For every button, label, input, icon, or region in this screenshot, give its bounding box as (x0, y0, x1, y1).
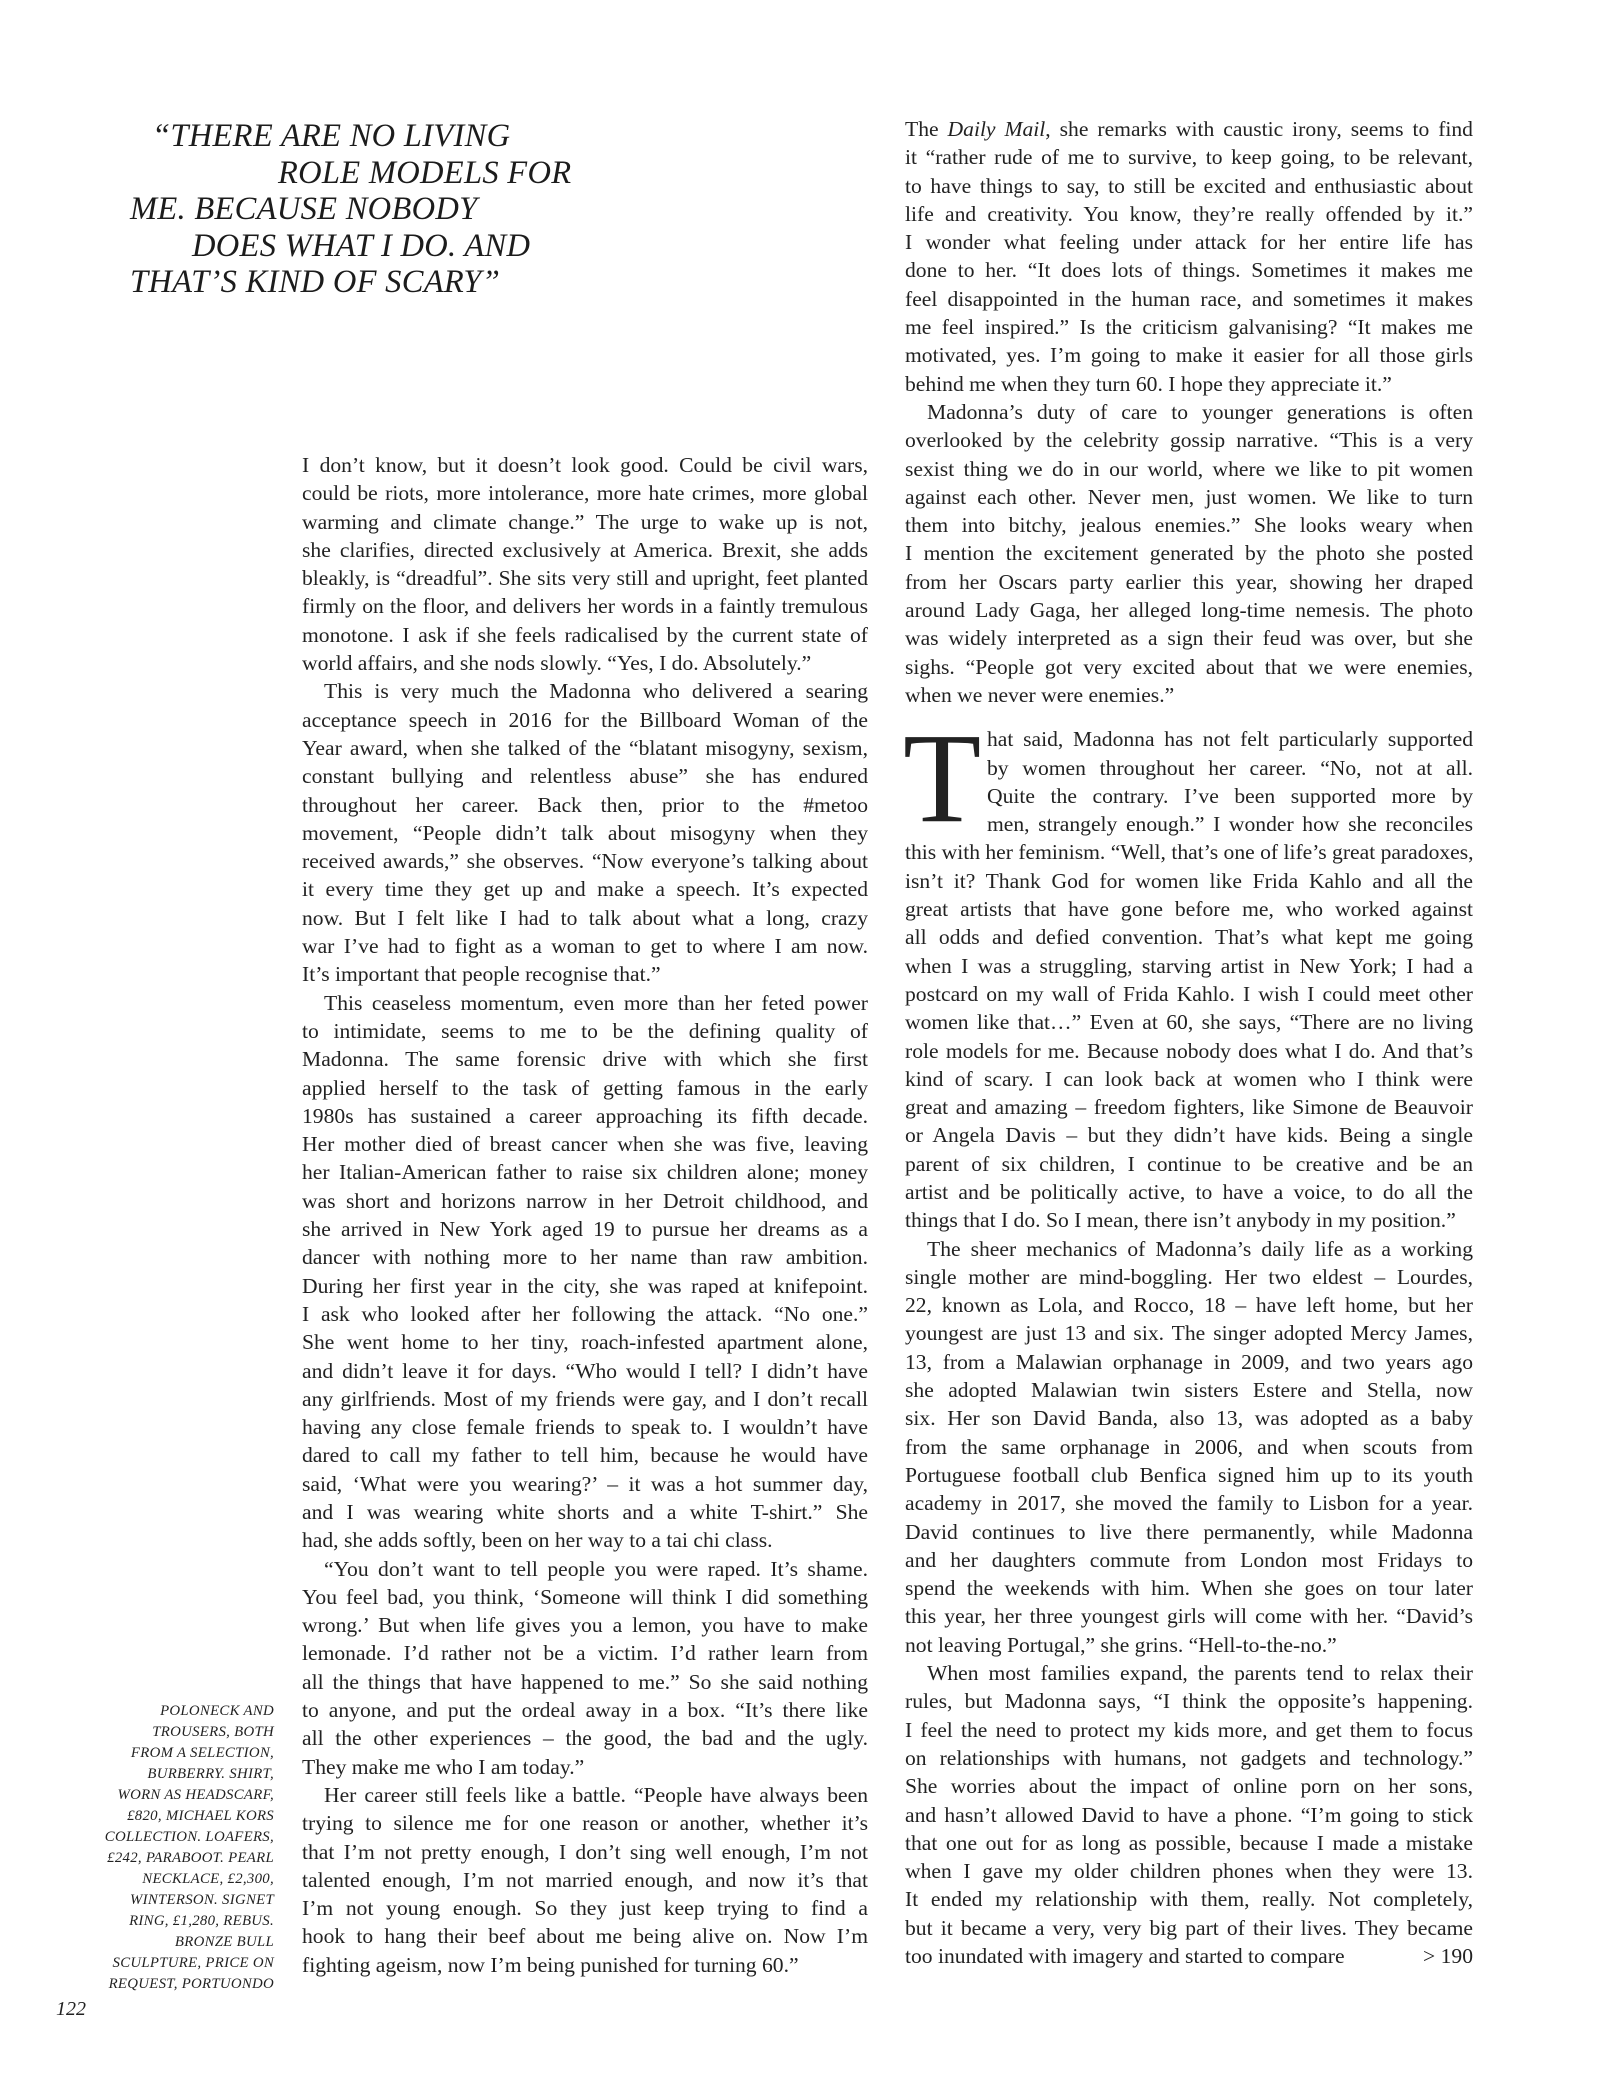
article-line: and her daughters commute from London most Fridays to (905, 1547, 1473, 1572)
article-line: She worries about the impact of online porn on her sons, (905, 1774, 1473, 1799)
article-line: sighs. “People got very excited about that we were enemies, (905, 654, 1473, 679)
article-line: it “rather rude of me to survive, to keep going, to be relevant, (905, 145, 1473, 170)
article-line: During her first year in the city, she was raped at knifepoint. (302, 1273, 868, 1298)
credit-line: RING, £1,280, REBUS. (129, 1913, 274, 1929)
article-line: done to her. “It does lots of things. Sometimes it makes me (905, 258, 1473, 283)
article-line: from the same orphanage in 2006, and when scouts from (905, 1434, 1473, 1459)
article-line (905, 115, 1473, 143)
article-line: wrong.’ But when life gives you a lemon, you have to make (302, 1613, 868, 1638)
article-line: Portuguese football club Benfica signed him up to its youth (905, 1462, 1473, 1487)
article-line: rules, but Madonna says, “I think the opposite’s happening. (905, 1689, 1473, 1714)
article-line: six. Her son David Banda, also 13, was adopted as a baby (905, 1406, 1473, 1431)
article-line: Her career still feels like a battle. “People have always been (324, 1782, 868, 1807)
credit-line: SCULPTURE, PRICE ON (112, 1955, 274, 1971)
article-line: 13, from a Malawian orphanage in 2009, and two years ago (905, 1349, 1473, 1374)
article-line: Quite the contrary. I’ve been supported more by (987, 783, 1473, 808)
article-line: Her mother died of breast cancer when she was five, leaving (302, 1132, 868, 1157)
article-line: and didn’t leave it for days. “Who would I tell? I didn’t have (302, 1358, 868, 1383)
pull-quote-line: ROLE MODELS FOR (278, 154, 572, 191)
article-line: kind of scary. I can look back at women who I think were (905, 1066, 1473, 1091)
text-run: The (905, 117, 948, 141)
article-line: having any close female friends to speak to. I wouldn’t have (302, 1415, 868, 1440)
article-line: fighting ageism, now I’m being punished for turning 60.” (302, 1952, 799, 1977)
article-line: she adopted Malawian twin sisters Estere and Stella, now (905, 1378, 1473, 1403)
article-line: hat said, Madonna has not felt particularly supported (987, 727, 1473, 752)
article-line: her Italian-American father to raise six children alone; money (302, 1160, 868, 1185)
article-line: I feel the need to protect my kids more, and get them to focus (905, 1717, 1473, 1742)
article-line: had, she adds softly, been on her way to a tai chi class. (302, 1528, 773, 1553)
article-line: role models for me. Because nobody does what I do. And that’s (905, 1038, 1473, 1063)
article-column-right (905, 115, 1473, 1970)
credit-line: NECKLACE, £2,300, (142, 1871, 274, 1887)
article-line: any girlfriends. Most of my friends were gay, and I don’t recall (302, 1386, 868, 1411)
article-line: men, strangely enough.” I wonder how she reconciles (987, 812, 1473, 837)
publication-name: Daily Mail (947, 117, 1046, 141)
article-line: bleakly, is “dreadful”. She sits very still and upright, feet planted (302, 566, 868, 591)
credit-line: WINTERSON. SIGNET (129, 1892, 274, 1908)
article-line: all the other experiences – the good, the bad and the ugly. (302, 1726, 868, 1751)
article-line: “You don’t want to tell people you were raped. It’s shame. (324, 1556, 868, 1581)
article-line: parent of six children, I continue to be creative and be an (905, 1151, 1473, 1176)
article-line: but it became a very, very big part of their lives. They became (905, 1915, 1473, 1940)
article-line: things that I do. So I mean, there isn’t anybody in my position.” (905, 1208, 1456, 1233)
text-run: too inundated with imagery and started to compare (905, 1944, 1345, 1968)
page-number: 122 (56, 1998, 86, 2020)
pull-quote (130, 118, 650, 301)
article-line: when I gave my older children phones when they were 13. (905, 1859, 1473, 1884)
article-line: talented enough, I’m not married enough, and now it’s that (302, 1867, 868, 1892)
article-line: firmly on the floor, and delivers her words in a faintly tremulous (302, 594, 868, 619)
article-line: 1980s has sustained a career approaching its fifth decade. (302, 1103, 868, 1128)
article-line: isn’t it? Thank God for women like Frida Kahlo and all the (905, 868, 1473, 893)
article-section (905, 838, 1473, 1942)
article-line: postcard on my wall of Frida Kahlo. I wish I could meet other (905, 981, 1473, 1006)
article-line: from her Oscars party earlier this year, showing her draped (905, 569, 1473, 594)
pull-quote-line: THAT’S KIND OF SCARY” (130, 264, 501, 300)
article-line: women like that…” Even at 60, she says, “There are no living (905, 1010, 1473, 1035)
article-line: warming and climate change.” The urge to wake up is not, (302, 509, 868, 534)
article-line: to have things to say, to still be excited and enthusiastic about (905, 173, 1473, 198)
article-line: all odds and defied convention. That’s what kept me going (905, 925, 1473, 950)
article-line: it every time they get up and make a speech. It’s expected (302, 877, 868, 902)
article-line: trying to silence me for one reason or another, whether it’s (302, 1811, 868, 1836)
article-column-left (302, 451, 868, 1979)
credit-line: £242, PARABOOT. PEARL (107, 1850, 274, 1866)
article-line: 22, known as Lola, and Rocco, 18 – have left home, but her (905, 1293, 1473, 1318)
article-line: It ended my relationship with them, really. Not completely, (905, 1887, 1473, 1912)
article-line: motivated, yes. I’m going to make it easier for all those girls (905, 343, 1473, 368)
article-line: movement, “People didn’t talk about misogyny when they (302, 820, 868, 845)
article-line: hook to hang their beef about me being alive on. Now I’m (302, 1924, 868, 1949)
article-line: against each other. Never men, just women. We like to turn (905, 484, 1473, 509)
article-line-final (905, 1942, 1473, 1970)
article-line: to anyone, and put the ordeal away in a box. “It’s there like (302, 1698, 868, 1723)
article-line: by women throughout her career. “No, not at all. (987, 755, 1473, 780)
article-section (905, 143, 1473, 709)
article-line: This ceaseless momentum, even more than her feted power (324, 990, 868, 1015)
article-line: sexist thing we do in our world, where we like to pit women (905, 456, 1473, 481)
article-line: This is very much the Madonna who delivered a searing (324, 679, 868, 704)
article-line: She went home to her tiny, roach-infested apartment alone, (302, 1330, 868, 1355)
credit-line: COLLECTION. LOAFERS, (104, 1829, 274, 1845)
article-line: on relationships with humans, not gadgets and technology.” (905, 1745, 1473, 1770)
article-line: received awards,” she observes. “Now everyone’s talking about (302, 849, 868, 874)
article-line: dared to call my father to tell him, because he would have (302, 1443, 868, 1468)
credit-line: £820, MICHAEL KORS (127, 1808, 274, 1824)
article-line: You feel bad, you think, ‘Someone will think I did something (302, 1584, 868, 1609)
article-line: not leaving Portugal,” she grins. “Hell-to-the-no.” (905, 1632, 1337, 1657)
pull-quote-line: “THERE ARE NO LIVING (152, 118, 511, 154)
article-line: applied herself to the task of getting famous in the early (302, 1075, 868, 1100)
text-run: , she remarks with caustic irony, seems to find (1045, 117, 1473, 141)
article-line: and I was wearing white shorts and a white T-shirt.” She (302, 1499, 868, 1524)
article-line: around Lady Gaga, her alleged long-time nemesis. The photo (905, 598, 1473, 623)
article-line: constant bullying and relentless abuse” she has endured (302, 764, 868, 789)
article-line: that one out for as long as possible, because I made a mistake (905, 1830, 1473, 1855)
section-break (905, 709, 1473, 725)
article-line: me feel inspired.” Is the criticism galvanising? “It makes me (905, 315, 1473, 340)
article-line: great and amazing – freedom fighters, like Simone de Beauvoir (905, 1095, 1473, 1120)
article-line: great artists that have gone before me, who worked against (905, 897, 1473, 922)
article-line: I wonder what feeling under attack for her entire life has (905, 230, 1473, 255)
article-line: feel disappointed in the human race, and sometimes it makes (905, 286, 1473, 311)
article-line: acceptance speech in 2016 for the Billboard Woman of the (302, 707, 868, 732)
article-line: It’s important that people recognise that.” (302, 962, 661, 987)
article-line: youngest are just 13 and six. The singer adopted Mercy James, (905, 1321, 1473, 1346)
article-line: They make me who I am today.” (302, 1754, 585, 1779)
article-line: when we never were enemies.” (905, 682, 1175, 707)
article-line: was short and horizons narrow in her Detroit childhood, and (302, 1188, 868, 1213)
article-line: When most families expand, the parents tend to relax their (927, 1661, 1473, 1686)
article-line: Year award, when she talked of the “blatant misogyny, sexism, (302, 735, 868, 760)
article-line: could be riots, more intolerance, more hate crimes, more global (302, 481, 868, 506)
article-line: she arrived in New York aged 19 to pursue her dreams as a (302, 1217, 868, 1242)
article-line: Madonna’s duty of care to younger generations is often (927, 399, 1473, 424)
drop-cap: T (903, 707, 982, 850)
pull-quote-line: DOES WHAT I DO. AND (192, 227, 531, 264)
article-line: now. But I felt like I had to talk about what a long, crazy (302, 905, 868, 930)
article-line: war I’ve had to fight as a woman to get to where I am now. (302, 934, 868, 959)
article-line: this with her feminism. “Well, that’s one of life’s great paradoxes, (905, 840, 1474, 865)
article-line: she clarifies, directed exclusively at America. Brexit, she adds (302, 537, 868, 562)
credit-line: POLONECK AND (160, 1703, 274, 1719)
article-line: this year, her three youngest girls will come with her. “David’s (905, 1604, 1473, 1629)
article-line: dancer with nothing more to her name than raw ambition. (302, 1245, 868, 1270)
continued-marker[interactable]: > 190 (1423, 1944, 1473, 1968)
article-line: I don’t know, but it doesn’t look good. Could be civil wars, (302, 453, 868, 477)
article-line: and hasn’t allowed David to have a phone. “I’m going to stick (905, 1802, 1473, 1827)
article-line: I mention the excitement generated by the photo she posted (905, 541, 1473, 566)
credit-line: BURBERRY. SHIRT, (147, 1766, 274, 1782)
article-line: to intimidate, seems to me to be the defining quality of (302, 1018, 868, 1043)
article-line: all the things that have happened to me.” So she said nothing (302, 1669, 868, 1694)
article-line: I ask who looked after her following the attack. “No one.” (302, 1301, 868, 1326)
dropcap-paragraph (903, 707, 1473, 850)
article-line: Madonna. The same forensic drive with which she first (302, 1047, 868, 1072)
fashion-credits (50, 1701, 274, 1995)
credit-line: WORN AS HEADSCARF, (117, 1787, 274, 1803)
credit-line: FROM A SELECTION, (130, 1745, 274, 1761)
article-line: or Angela Davis – but they didn’t have kids. Being a single (905, 1123, 1473, 1148)
article-line: life and creativity. You know, they’re really offended by it.” (905, 201, 1473, 226)
article-line: them into bitchy, jealous enemies.” She looks weary when (905, 513, 1473, 538)
article-line: that I’m not pretty enough, I don’t sing well enough, I’m not (302, 1839, 868, 1864)
article-line: overlooked by the celebrity gossip narrative. “This is a very (905, 428, 1473, 453)
article-line: David continues to live there permanently, while Madonna (905, 1519, 1473, 1544)
article-line: single mother are mind-boggling. Her two eldest – Lourdes, (905, 1264, 1473, 1289)
article-line: monotone. I ask if she feels radicalised by the current state of (302, 622, 868, 647)
article-line: The sheer mechanics of Madonna’s daily life as a working (927, 1236, 1473, 1261)
pull-quote-line: ME. BECAUSE NOBODY (130, 191, 478, 227)
article-line: said, ‘What were you wearing?’ – it was a hot summer day, (302, 1471, 868, 1496)
article-line: behind me when they turn 60. I hope they appreciate it.” (905, 371, 1392, 396)
credit-line: BRONZE BULL (174, 1934, 274, 1950)
article-line: was widely interpreted as a sign their feud was over, but she (905, 626, 1473, 651)
article-line: artist and be politically active, to have a voice, to do all the (905, 1179, 1473, 1204)
article-line: spend the weekends with him. When she goes on tour later (905, 1576, 1473, 1601)
article-line: academy in 2017, she moved the family to Lisbon for a year. (905, 1491, 1473, 1516)
article-line: when I was a struggling, starving artist in New York; I had a (905, 953, 1473, 978)
credit-line: REQUEST, PORTUONDO (108, 1976, 274, 1992)
credit-line: TROUSERS, BOTH (152, 1724, 274, 1740)
article-line: throughout her career. Back then, prior to the #metoo (302, 792, 868, 817)
dropcap-lines (905, 725, 1473, 838)
article-line: lemonade. I’d rather not be a victim. I’d rather learn from (302, 1641, 868, 1666)
article-line: world affairs, and she nods slowly. “Yes, I do. Absolutely.” (302, 651, 812, 676)
article-line: I’m not young enough. So they just keep trying to find a (302, 1896, 868, 1921)
